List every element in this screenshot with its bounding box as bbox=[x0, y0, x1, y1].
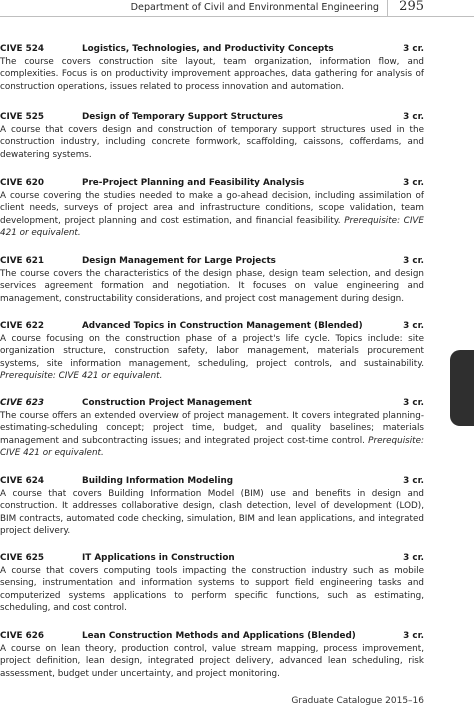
course-credits: 3 cr. bbox=[403, 631, 424, 641]
course-description bbox=[0, 56, 424, 93]
course-heading bbox=[0, 398, 424, 410]
course-heading bbox=[0, 476, 424, 488]
page-number: 295 bbox=[399, 0, 424, 14]
description-text: The course offers an extended overview of project management. It covers integrated planning-estimating-scheduling concept; project time, budget, and quality baselines; materials management and subcontracting issues; and integrated project cost-time control. bbox=[0, 411, 424, 446]
course-heading bbox=[0, 553, 424, 565]
course-code: CIVE 525 bbox=[0, 112, 44, 122]
course-code: CIVE 626 bbox=[0, 631, 44, 641]
header-rule bbox=[0, 16, 474, 17]
course-heading bbox=[0, 44, 424, 56]
course-code: CIVE 625 bbox=[0, 553, 44, 563]
course-entry bbox=[0, 178, 424, 239]
course-code: CIVE 524 bbox=[0, 44, 44, 54]
course-entry bbox=[0, 44, 424, 93]
course-title: Design of Temporary Support Structures bbox=[82, 112, 283, 122]
course-entry bbox=[0, 553, 424, 614]
course-heading bbox=[0, 321, 424, 333]
course-code: CIVE 622 bbox=[0, 321, 44, 331]
course-description bbox=[0, 124, 424, 161]
course-heading bbox=[0, 256, 424, 268]
course-entry bbox=[0, 256, 424, 305]
course-entry bbox=[0, 476, 424, 537]
course-description bbox=[0, 643, 424, 680]
course-code: CIVE 624 bbox=[0, 476, 44, 486]
course-credits: 3 cr. bbox=[403, 178, 424, 188]
course-description bbox=[0, 410, 424, 459]
course-code: CIVE 621 bbox=[0, 256, 44, 266]
course-title: Advanced Topics in Construction Management (Blended) bbox=[82, 321, 363, 331]
course-description bbox=[0, 565, 424, 614]
department-title: Department of Civil and Environmental Engineering bbox=[130, 2, 379, 13]
course-credits: 3 cr. bbox=[403, 44, 424, 54]
course-title: Construction Project Management bbox=[82, 398, 252, 408]
course-entry bbox=[0, 631, 424, 680]
course-entry bbox=[0, 112, 424, 161]
course-title: Lean Construction Methods and Applications (Blended) bbox=[82, 631, 356, 641]
course-credits: 3 cr. bbox=[403, 398, 424, 408]
course-entry bbox=[0, 321, 424, 382]
course-credits: 3 cr. bbox=[403, 321, 424, 331]
course-title: IT Applications in Construction bbox=[82, 553, 235, 563]
description-text: A course that covers computing tools impacting the construction industry such as mobile sensing, instrumentation and information systems to support field engineering tasks and computerized systems applications to perform specific functions, such as estimating, scheduling, and cost control. bbox=[0, 566, 424, 613]
course-title: Logistics, Technologies, and Productivity Concepts bbox=[82, 44, 334, 54]
page-header bbox=[0, 0, 474, 20]
course-heading bbox=[0, 178, 424, 190]
course-credits: 3 cr. bbox=[403, 256, 424, 266]
course-code: CIVE 623 bbox=[0, 398, 44, 408]
course-description bbox=[0, 333, 424, 382]
description-text: A course covering the studies needed to make a go-ahead decision, including assimilation of client needs, surveys of project area and infrastructure conditions, scope validation, team development, project planning and cost estimation, and financial feasibility. bbox=[0, 191, 424, 226]
course-title: Design Management for Large Projects bbox=[82, 256, 276, 266]
course-title: Building Information Modeling bbox=[82, 476, 234, 486]
header-divider bbox=[387, 0, 388, 16]
course-prerequisite: Prerequisite: CIVE 421 or equivalent. bbox=[0, 370, 163, 381]
course-prerequisite: Prerequisite: CIVE 421 or equivalent. bbox=[0, 215, 424, 238]
course-code: CIVE 620 bbox=[0, 178, 44, 188]
course-entry bbox=[0, 398, 424, 459]
course-heading bbox=[0, 631, 424, 643]
course-credits: 3 cr. bbox=[403, 112, 424, 122]
course-heading bbox=[0, 112, 424, 124]
section-thumb-tab bbox=[450, 350, 474, 426]
course-description bbox=[0, 190, 424, 239]
catalogue-footer: Graduate Catalogue 2015–16 bbox=[291, 696, 424, 706]
description-text: A course on lean theory, production control, value stream mapping, process improvement, project definition, lean design, integrated project delivery, advanced lean scheduling, risk assessment, budget under uncertainty, and project monitoring. bbox=[0, 644, 424, 679]
description-text: The course covers the characteristics of the design phase, design team selection, and design services agreement formation and negotiation. It focuses on value engineering and management, constructability considerations, and project cost management during design. bbox=[0, 269, 424, 304]
description-text: A course that covers design and construction of temporary support structures used in the construction industry, including concrete formwork, scaffolding, caissons, cofferdams, and dewatering systems. bbox=[0, 125, 424, 160]
course-description bbox=[0, 488, 424, 537]
course-credits: 3 cr. bbox=[403, 476, 424, 486]
course-description bbox=[0, 268, 424, 305]
course-title: Pre-Project Planning and Feasibility Analysis bbox=[82, 178, 305, 188]
description-text: The course covers construction site layout, team organization, information flow, and complexities. Focus is on productivity improvement approaches, data gathering for analysis of construction operations, issues related to process innovation and automation. bbox=[0, 57, 424, 92]
description-text: A course that covers Building Information Model (BIM) use and benefits in design and construction. It addresses collaborative design, clash detection, level of development (LOD), BIM contracts, automated code checking, simulation, BIM and lean applications, and integrated project delivery. bbox=[0, 489, 424, 536]
description-text: A course focusing on the construction phase of a project's life cycle. Topics include: site organization structure, construction safety, labor management, materials procurement systems, site information management, scheduling, project controls, and sustainability. bbox=[0, 334, 424, 369]
course-prerequisite: Prerequisite: CIVE 421 or equivalent. bbox=[0, 435, 424, 458]
course-credits: 3 cr. bbox=[403, 553, 424, 563]
